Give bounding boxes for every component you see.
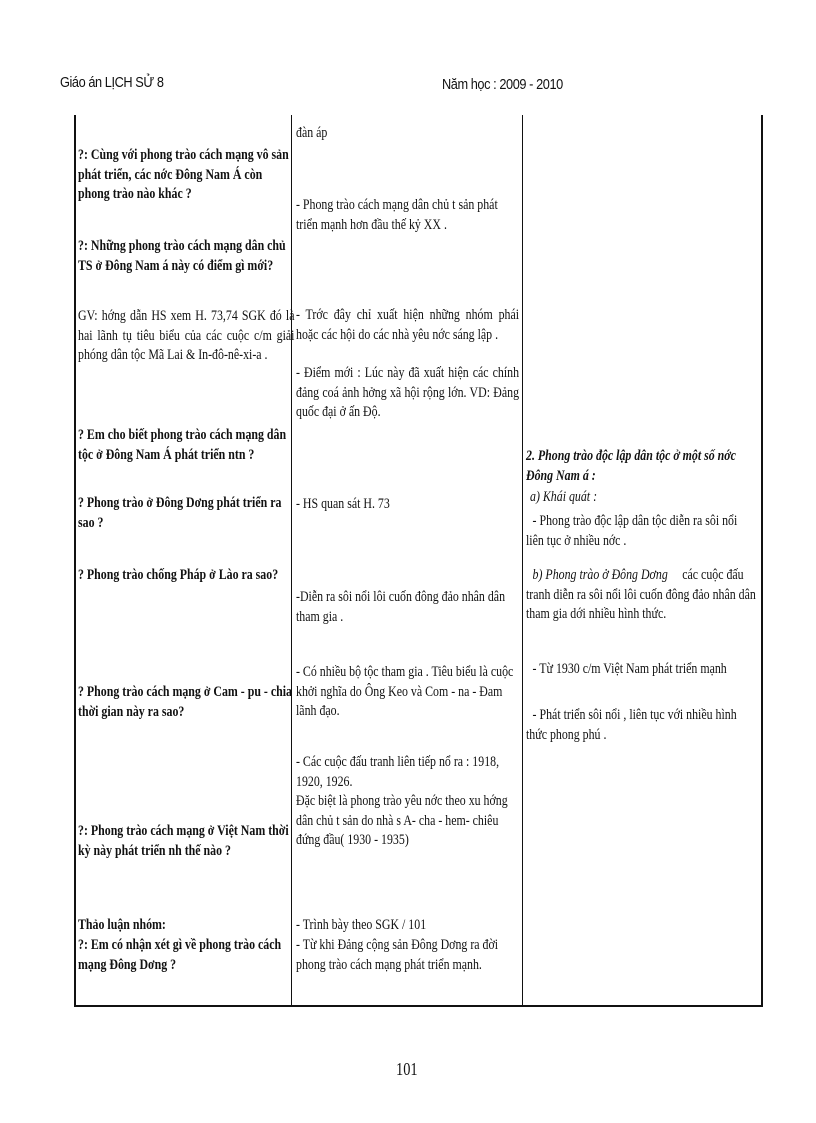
answer-6: - Có nhiều bộ tộc tham gia . Tiêu biểu là cuộc khởi nghĩa do Ông Keo và Com - na - Đam lãnh đạo. — [296, 664, 514, 719]
column-divider-2 — [522, 115, 523, 1005]
question-5: ? Phong trào chống Pháp ở Lào ra sao? — [78, 567, 279, 583]
answer-7: - Các cuộc đấu tranh liên tiếp nổ ra : 1918, 1920, 1926. — [296, 754, 500, 790]
answer-1: - Phong trào cách mạng dân chủ t sản phát triển mạnh hơn đầu thế kỷ XX . — [296, 197, 498, 233]
question-2: ?: Những phong trào cách mạng dân chủ TS ở Đông Nam á này có điểm gì mới? — [78, 238, 286, 274]
answer-2: - Trớc đây chỉ xuất hiện những nhóm phái hoặc các hội do các nhà yêu nớc sáng lập . — [296, 307, 520, 343]
content-r1: - Phong trào độc lập dân tộc diễn ra sôi nổi liên tục ở nhiều nớc . — [526, 513, 738, 549]
question-3: ? Em cho biết phong trào cách mạng dân tộc ở Đông Nam Á phát triển ntn ? — [78, 427, 287, 463]
answer-10: - Từ khi Đảng cộng sản Đông Dơng ra đời phong trào cách mạng phát triển mạnh. — [296, 937, 499, 973]
answer-5: -Diễn ra sôi nổi lôi cuốn đông đảo nhân dân tham gia . — [296, 589, 506, 625]
subheading-b: b) Phong trào ở Đông Dơng — [532, 567, 668, 583]
question-4: ? Phong trào ở Đông Dơng phát triển ra sao ? — [78, 495, 282, 531]
answer-8: Đặc biệt là phong trào yêu nớc theo xu hớng dân chủ t sản do nhà s A- cha - hem- chiêu đứng đầu( 1930 - 1935) — [296, 793, 508, 848]
answer-4: - HS quan sát H. 73 — [296, 496, 390, 512]
subheading-a: a) Khái quát : — [530, 489, 598, 505]
document-header-left: Giáo án LỊCH SỬ 8 — [60, 74, 164, 91]
group-discussion-title: Thảo luận nhóm: — [78, 917, 166, 933]
question-7: ?: Phong trào cách mạng ở Việt Nam thời kỳ này phát triển nh thế nào ? — [78, 823, 289, 859]
answer-3: - Điểm mới : Lúc này đã xuất hiện các chính đảng coá ảnh hởng xã hội rộng lớn. VD: Đảng quốc đại ở ấn Độ. — [296, 365, 520, 420]
question-1: ?: Cùng với phong trào cách mạng vô sản phát triển, các nớc Đông Nam Á còn phong trào nào khác ? — [78, 147, 289, 202]
teacher-instruction: GV: hớng dẫn HS xem H. 73,74 SGK đó là hai lãnh tụ tiêu biểu của các cuộc c/m giải phóng dân tộc Mã Lai & In-đô-nê-xi-a . — [78, 308, 295, 363]
document-header-right: Năm học : 2009 - 2010 — [442, 76, 563, 93]
content-r4: - Phát triển sôi nổi , liên tục với nhiều hình thức phong phú . — [526, 707, 737, 743]
answer-0: đàn áp — [296, 125, 328, 141]
question-8: ?: Em có nhận xét gì về phong trào cách mạng Đông Dơng ? — [78, 937, 282, 973]
answer-9: - Trình bày theo SGK / 101 — [296, 917, 427, 933]
content-r2: các cuộc đấu tranh diễn ra sôi nổi lôi cuốn đông đảo nhân dân tham gia dới nhiều hình thức. — [526, 567, 756, 622]
page-number: 101 — [396, 1059, 418, 1079]
content-r3: - Từ 1930 c/m Việt Nam phát triển mạnh — [532, 661, 727, 677]
section-heading: 2. Phong trào độc lập dân tộc ở một số nớc Đông Nam á : — [526, 448, 736, 484]
content-r2-block — [526, 566, 757, 625]
question-6: ? Phong trào cách mạng ở Cam - pu - chia thời gian này ra sao? — [78, 684, 293, 720]
